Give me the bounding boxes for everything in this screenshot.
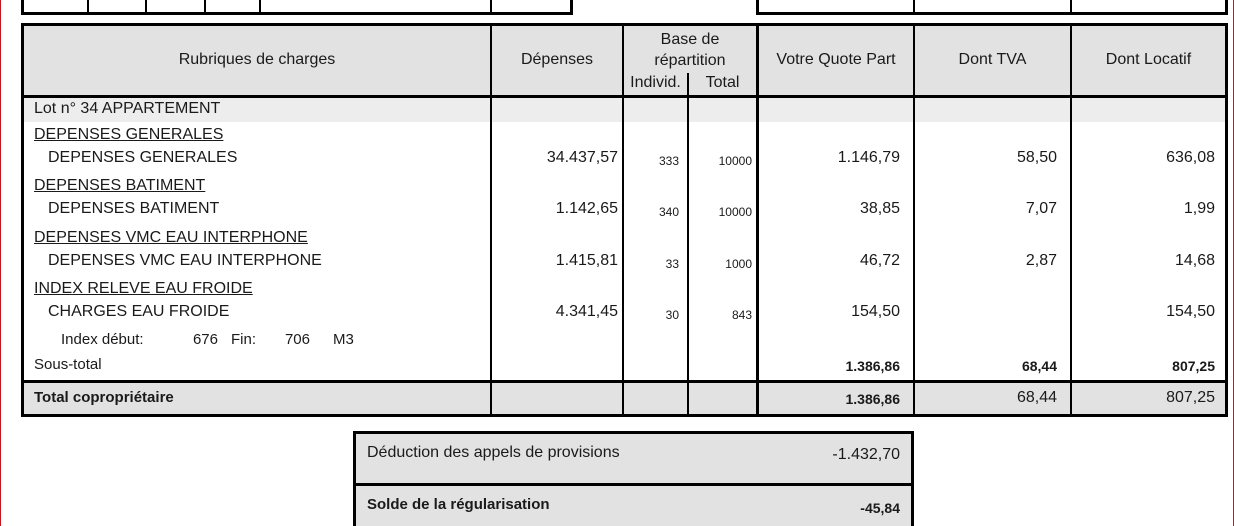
row-quote-part: 38,85: [859, 200, 900, 217]
row-individ: 333: [658, 154, 679, 168]
lot-label: Lot n° 34 APPARTEMENT: [34, 100, 221, 117]
group-title: DEPENSES VMC EAU INTERPHONE: [34, 229, 308, 246]
index-fin-label: Fin:: [231, 331, 257, 348]
sous-total-locatif: 807,25: [1172, 358, 1215, 374]
row-total: 843: [731, 308, 752, 322]
row-quote-part: 46,72: [859, 252, 900, 269]
row-individ: 340: [658, 205, 679, 219]
row-total: 10000: [718, 154, 752, 168]
sous-total-tva: 68,44: [1021, 358, 1057, 374]
row-label: DEPENSES BATIMENT: [48, 200, 220, 217]
row-tva: 2,87: [1025, 252, 1057, 269]
row-quote-part: 1.146,79: [837, 149, 900, 166]
row-locatif: 14,68: [1174, 252, 1215, 269]
header-base-line1: Base de: [660, 31, 720, 48]
row-tva: 7,07: [1025, 200, 1057, 217]
row-depenses: 1.415,81: [555, 252, 618, 269]
index-debut-value: 676: [192, 331, 218, 348]
group-title: DEPENSES BATIMENT: [34, 177, 206, 194]
sous-total-label: Sous-total: [34, 356, 102, 373]
row-locatif: 154,50: [1166, 303, 1215, 320]
deduction-value: -1.432,70: [832, 446, 900, 463]
solde-label: Solde de la régularisation: [367, 496, 550, 513]
row-individ: 30: [665, 308, 679, 322]
solde-value: -45,84: [860, 500, 900, 516]
row-total: 10000: [718, 205, 752, 219]
total-coproprietaire-locatif: 807,25: [1166, 389, 1215, 406]
header-individ: Individ.: [630, 74, 681, 91]
row-quote-part: 154,50: [851, 303, 900, 320]
deduction-label: Déduction des appels de provisions: [367, 444, 620, 461]
header-dont-tva: Dont TVA: [958, 51, 1027, 68]
group-title: INDEX RELEVE EAU FROIDE: [34, 280, 253, 297]
row-locatif: 1,99: [1183, 200, 1215, 217]
header-total: Total: [705, 74, 740, 91]
row-tva: 58,50: [1016, 149, 1057, 166]
row-label: DEPENSES VMC EAU INTERPHONE: [48, 252, 322, 269]
header-base-line2: répartition: [654, 52, 726, 69]
index-debut-label: Index début:: [61, 331, 144, 348]
row-depenses: 1.142,65: [555, 200, 618, 217]
row-label: DEPENSES GENERALES: [48, 149, 238, 166]
row-depenses: 34.437,57: [546, 149, 618, 166]
total-coproprietaire-tva: 68,44: [1016, 389, 1057, 406]
header-dont-locatif: Dont Locatif: [1105, 51, 1192, 68]
header-quote-part: Votre Quote Part: [776, 51, 896, 68]
index-unit: M3: [333, 331, 354, 348]
row-locatif: 636,08: [1166, 149, 1215, 166]
total-coproprietaire-label: Total copropriétaire: [34, 389, 174, 406]
sous-total-quote-part: 1.386,86: [845, 358, 900, 374]
header-depenses: Dépenses: [520, 51, 594, 68]
row-individ: 33: [665, 257, 679, 271]
index-fin-value: 706: [284, 331, 310, 348]
group-title: DEPENSES GENERALES: [34, 126, 224, 143]
row-depenses: 4.341,45: [555, 303, 618, 320]
total-coproprietaire-quote-part: 1.386,86: [845, 391, 900, 407]
row-total: 1000: [725, 257, 752, 271]
row-label: CHARGES EAU FROIDE: [48, 303, 230, 320]
header-rubriques: Rubriques de charges: [178, 51, 336, 68]
